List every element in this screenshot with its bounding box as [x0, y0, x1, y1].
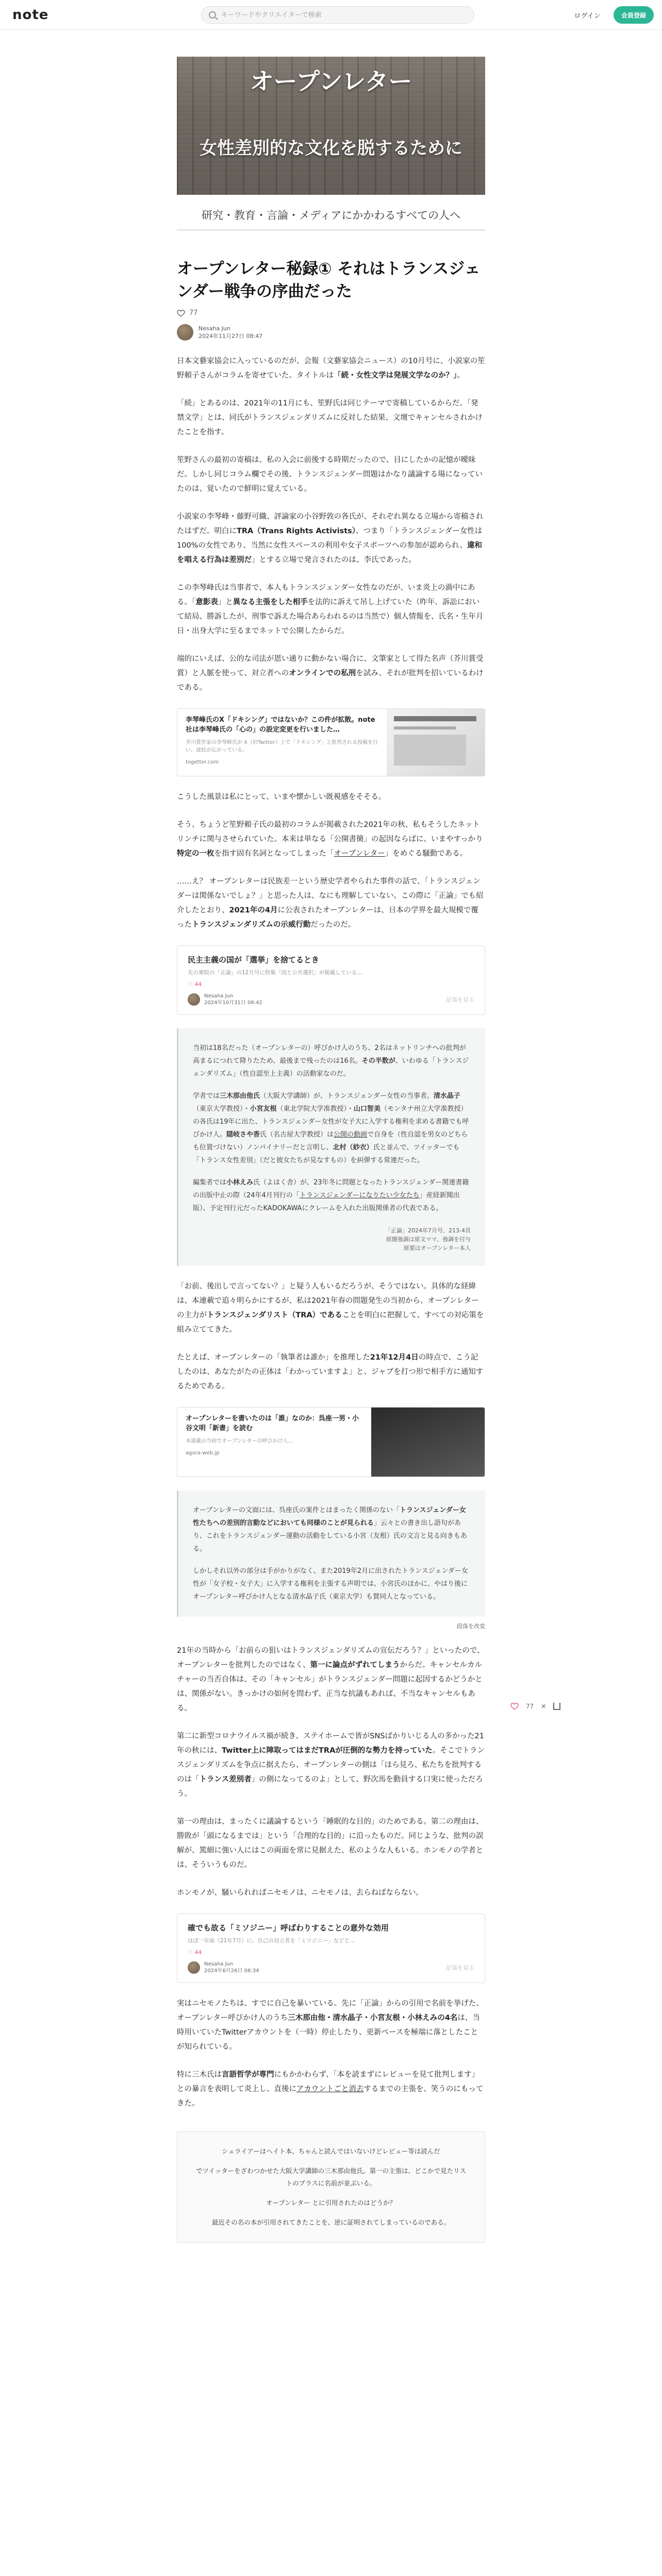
- note-logo[interactable]: note: [12, 7, 49, 23]
- article-body: [177, 258, 485, 2243]
- embed-title[interactable]: 李琴峰氏のX「ドキシング」ではないか？この件が拡散。note社は李琴峰氏の「心の」の設定変更を行いました…: [186, 716, 375, 734]
- top-navigation-bar: [0, 0, 662, 30]
- paragraph: 21年の当時から「お前らの狙いはトランスジェンダリズムの宣伝だろう？」といったので、オープンレターを批判したのではなく、第一に論点がずれてしまうからだ。キャンセルカルチャーの当否自体は、その「キャンセル」がトランスジェンダー問題に起因するかどうかとは、関係がない。きっかけの如何を問わず、正当な抗議もあれば、不当なキャンセルもある。: [177, 1647, 485, 1713]
- card-excerpt: ほぼ一年前（21年7月）に、自己の対立者を「ミソジニー」などと…: [188, 1938, 355, 1944]
- login-button[interactable]: ログイン: [566, 6, 608, 24]
- heart-icon[interactable]: [510, 1703, 519, 1710]
- embed-domain: agora-web.jp: [186, 1450, 220, 1456]
- link-embed-card[interactable]: [177, 1407, 485, 1477]
- card-author[interactable]: Nesaha Jun 2024年10月31日 06:42: [188, 993, 262, 1006]
- hero-caption: 研究・教育・言論・メディアにかかわるすべての人へ: [202, 209, 460, 222]
- paragraph: ホンモノが、騒いられればニセモノは、ニセモノは、去らねばならない。: [177, 1889, 424, 1897]
- paragraph: 端的にいえば、公的な司法が恩い通りに動かない場合に、文筆家として得た名声（芥川賞受賞）と人脈を使って、対立者へのオンラインでの私刑を試み、それが批判を招いているわけである。: [177, 655, 484, 692]
- paragraph: たとえば、オープンレターの「執筆者は誰か」を推理した21年12月4日の時点で、こう記したのは、あなたがたの正体は「わかっていますよ」と、ジャブを打つ形で相手方に通知するためである。: [177, 1353, 484, 1391]
- heart-icon[interactable]: [177, 310, 185, 317]
- paragraph: 日本文藝家協会に入っているのだが、会報（文藝家協会ニュース）の10月号に、小説家の笙野頼子さんがコラムを寄せていた。タイトルは「続・女性文学は発展文学なのか？」。: [177, 357, 485, 380]
- paragraph: 小説家の李琴峰・藤野可織、評論家の小谷野敦の各氏が、それぞれ異なる立場から寄稿されたはずだ。明白にTRA（Trans Rights Activists）、つまり「トランスジェンダー女性は100%の女性であり、当然に女性スペースの利用や女子スポーツへの参加が認められ、違和を唱える行為は差別だ」とする立場で発言されたのは、李氏であった。: [177, 513, 484, 564]
- card-author[interactable]: Nesaha Jun 2024年6月26日 06:34: [188, 1961, 259, 1974]
- hero-subtitle: 女性差別的な文化を脱するために: [200, 138, 462, 159]
- embed-description: 芥川賞作家の李琴峰氏が X（旧Twitter）上で「ドキシング」と批判される投稿を行い、波紋が広がっている。: [186, 740, 378, 753]
- card-like-count: ♡ 44: [188, 981, 202, 988]
- publish-date: 2024年11月27日 08:47: [198, 333, 263, 340]
- inline-link[interactable]: オープンレター: [334, 850, 385, 858]
- card-like-count: ♡ 44: [188, 1949, 202, 1956]
- embed-title[interactable]: オープンレターを書いたのは「誰」なのか：呉座一男・小谷文明「新書」を読む: [186, 1415, 359, 1432]
- embed-thumbnail[interactable]: [371, 1408, 485, 1477]
- hero-image: [177, 57, 485, 195]
- paragraph: 「続」とあるのは、2021年の11月にも、笙野氏は同じテーマで寄稿しているからだ。「発禁文学」とは、同氏がトランスジェンダリズムに反対した結果、文壇でキャンセルされかけたことを指す。: [177, 399, 483, 436]
- paragraph: ……え？ オープンレターは民族差一という歴史学者やられた事件の話で、「トランスジェンダーは関係ないでしょ？」と思った人は、なにも理解していない。この際に「正論」でも紹介したとおり、2021年の4月に公表されたオープンレターは、日本の学界を最大規模で覆ったトランスジェンダリズムの示威行動だったのだ。: [177, 877, 484, 929]
- paragraph: 特に三木氏は言語哲学が専門にもかかわらず、「本を読まずにレビューを見て批判します」との暴言を表明して炎上し、直後にアカウントごと消去するまでの主張を、笑うのにもってきた。: [177, 2071, 484, 2108]
- card-view-link[interactable]: 記事を見る: [446, 996, 474, 1003]
- embed-description: 本連載の当初でオープンレターの呼びかけ人…: [186, 1438, 293, 1444]
- embed-thumbnail[interactable]: [387, 709, 485, 776]
- avatar[interactable]: [177, 324, 193, 341]
- paragraph: そう、ちょうど笙野頼子氏の最初のコラムが掲載された2021年の秋、私もそうしたネットリンチに関与させられていた。本来は単なる「公開書簡」の起因ならばに、いまやすっかり特定の一枚を指す固有名詞となってしまった「オープンレター」をめぐる騒動である。: [177, 821, 483, 858]
- signup-button[interactable]: 会員登録: [614, 6, 654, 24]
- link-embed-card[interactable]: [177, 708, 485, 776]
- card-excerpt: 先の衆院の「正論」の12月号に特集「国と公共選択」が掲載している…: [188, 970, 362, 976]
- inline-link[interactable]: 公開の動画: [334, 1131, 368, 1139]
- inline-link[interactable]: アカウントごと消去: [296, 2085, 364, 2093]
- embedded-tweet-quote: シュライアーはヘイト本、ちゃんと読んではいないけどレビュー等は読んだ でツイッターをざわつかせた大阪大学講師の三木那由他氏。第一の主張は、どこかで見たリストのプラスに名前が並ぶいる。 オープンレター とに引用されたのはどうか？ 最近その名の本が引用されてきたことを、逆に証明されてしまっているのである。: [177, 2131, 485, 2243]
- share-icon[interactable]: [553, 1703, 560, 1710]
- card-title[interactable]: 確でも故る「ミソジニー」呼ばわりすることの意外な効用: [188, 1923, 389, 1933]
- embed-domain: togetter.com: [186, 759, 219, 765]
- author-info[interactable]: [177, 324, 485, 341]
- quote-source: 「正論」2024年7月号、213-4頁 原題強調は原文ママ、強調を付与 原要はオープンレター本人: [385, 1227, 471, 1251]
- paragraph: こうした風景は私にとって、いまや懐かしい既視感をそそる。: [177, 793, 386, 801]
- note-embed-card[interactable]: [177, 1913, 485, 1983]
- author-name[interactable]: Nesaha Jun: [198, 325, 230, 332]
- quote-note: 段落を改変: [457, 1623, 485, 1630]
- article-title: オープンレター秘録① それはトランスジェンダー戦争の序曲だった: [177, 260, 481, 301]
- paragraph: 笙野さんの最初の寄稿は、私の入会に前後する時期だったので、目にしたかの記憶が曖昧だ。しかし同じコラム欄でその後、トランスジェンダー問題はかなり議論する場になっていたのは、覚いたので鮮明に覚えている。: [177, 456, 483, 493]
- paragraph: 第二に新型コロナウイルス禍が続き、ステイホームで皆がSNSばかりいじる人の多かった21年の秋には、Twitter上に陣取ってはまだTRAが圧倒的な勢力を持っていた。そこでトランスジェンダリズムを争点に据えたら、オープンレターの側は「ほら見ろ、私たちを批判するのは「トランス差別者」の側になってるのよ」として、野次馬を動員する口実に使っただろう。: [177, 1732, 485, 1798]
- search-icon: [209, 11, 216, 19]
- inline-link[interactable]: トランスジェンダーになりたい少女たち: [299, 1192, 420, 1199]
- like-counter[interactable]: [177, 309, 485, 317]
- card-view-link[interactable]: 記事を見る: [446, 1964, 474, 1971]
- search-box[interactable]: [201, 6, 474, 24]
- x-icon[interactable]: ✕: [541, 1703, 547, 1710]
- paragraph: 「お前、後出しで言ってない？」と疑う人もいるだろうが、そうではない。具体的な経緯は、本連載で追々明らかにするが、私は2021年春の問題発生の当初から、オープンレターの主力がトランスジェンダリスト（TRA）であることを明白に把握して、すべての対応策を組み立ててきた。: [177, 1282, 484, 1334]
- paragraph: 第一の理由は、まったくに議論するという「睡眠的な目的」のためである。第二の理由は、勝敗が「頭になるまでは」という「合理的な目的」に沿ったものだ。同じような、批判の誤解が、篤細に強い人にはこの両面を常に見据えた、私のような人もいる。ホンモノの学者とは、そういうものだ。: [177, 1818, 484, 1869]
- avatar: [188, 1961, 200, 1974]
- hero-title: オープンレター: [250, 67, 412, 95]
- paragraph: 実はニセモノたちは、すでに自己を暴いている。先に「正論」からの引用で名前を挙げた、オープンレター呼びかけ人のうち三木那由他・清水晶子・小宮友根・小林えみの4名は、当時用いていたTwitterアカウントを（一時）停止したり、更新ペースを極端に落としたことが知られている。: [177, 1999, 484, 2051]
- like-count: 77: [189, 309, 198, 317]
- floating-action-bar: [510, 1703, 560, 1710]
- paragraph: この李琴峰氏は当事者で、本人もトランスジェンダー女性なのだが、いま炎上の渦中にある。「意影表」と異なる主張をした相手を法的に訴えて吊し上げていた（昨年、訴訟において結局、勝訴したが、刑事で訴えた場合あらわれるのは当然で）個人情報を、氏名・生年月日・出身大学に至るまでネットで公開したからだ。: [177, 584, 484, 635]
- blockquote: 当初は18名だった（オープンレターの）呼びかけ人のうち、2名はネットリンチへの批判が高まるにつれて降りたため、最後まで残ったのは16名。その半数が、いわゆる「トランスジェンダリズム」（性自認至上主義）の活動家なのだ。 学者では三木那由他氏（大阪大学講師）が、トランスジェンダー女性の当事者。清水晶子（東京大学教授）・小宮友根（東北学院大学准教授）・山口智美（モンタナ州立大学准教授）の各氏は19年に出た、トランスジェンダー女性が女子大に入学する権利を求める書籍でも呼びかけ人。隠岐さや香氏（名古屋大学教授）は公開の動画で自身を（性自認を男女のどちらも位置づけない）ノンバイナリーだと言明し、北村（紗衣）氏と並んで、ツイッターでも「トランス女性差別」（だと彼女たちが見なすもの）を糾弾する常連だった。 編集者では小林えみ氏（よはく舎）が、23年冬に問題となったトランスジェンダー関連書籍の出版中止の際（24年4月刊行の「トランスジェンダーになりたい少女たち」産経新聞出版）、予定刊行元だったKADOKAWAにクレームを入れた出版関係者の代表である。 「正論」2024年7月号、213-4頁 原題強調は原文ママ、強調を付与 原要はオープンレター本人: [177, 1028, 485, 1266]
- side-like-count: 77: [526, 1703, 534, 1710]
- avatar: [188, 993, 200, 1006]
- search-input[interactable]: [221, 11, 458, 19]
- card-title[interactable]: 民主主義の国が「選挙」を捨てるとき: [188, 955, 320, 964]
- note-embed-card[interactable]: [177, 945, 485, 1015]
- blockquote: オープンレターの文面には、呉座氏の案件とはまったく関係のない「トランスジェンダー女性たちへの差別的言動などにおいても同様のことが見られる」云々との書き出し語句があり、これをトランスジェンダー運動の活動をしている小宮（友根）氏の文言と見る向きもある。 しかしそれ以外の部分は手がかりがなく、また2019年2月に出されたトランスジェンダー女性が「女子校・女子大」に入学する権利を主張する声明では、小宮氏のほかに、やはり後にオープンレター呼びかけ人となる清水晶子氏（東京大学）も賛同人となっている。: [177, 1490, 485, 1617]
